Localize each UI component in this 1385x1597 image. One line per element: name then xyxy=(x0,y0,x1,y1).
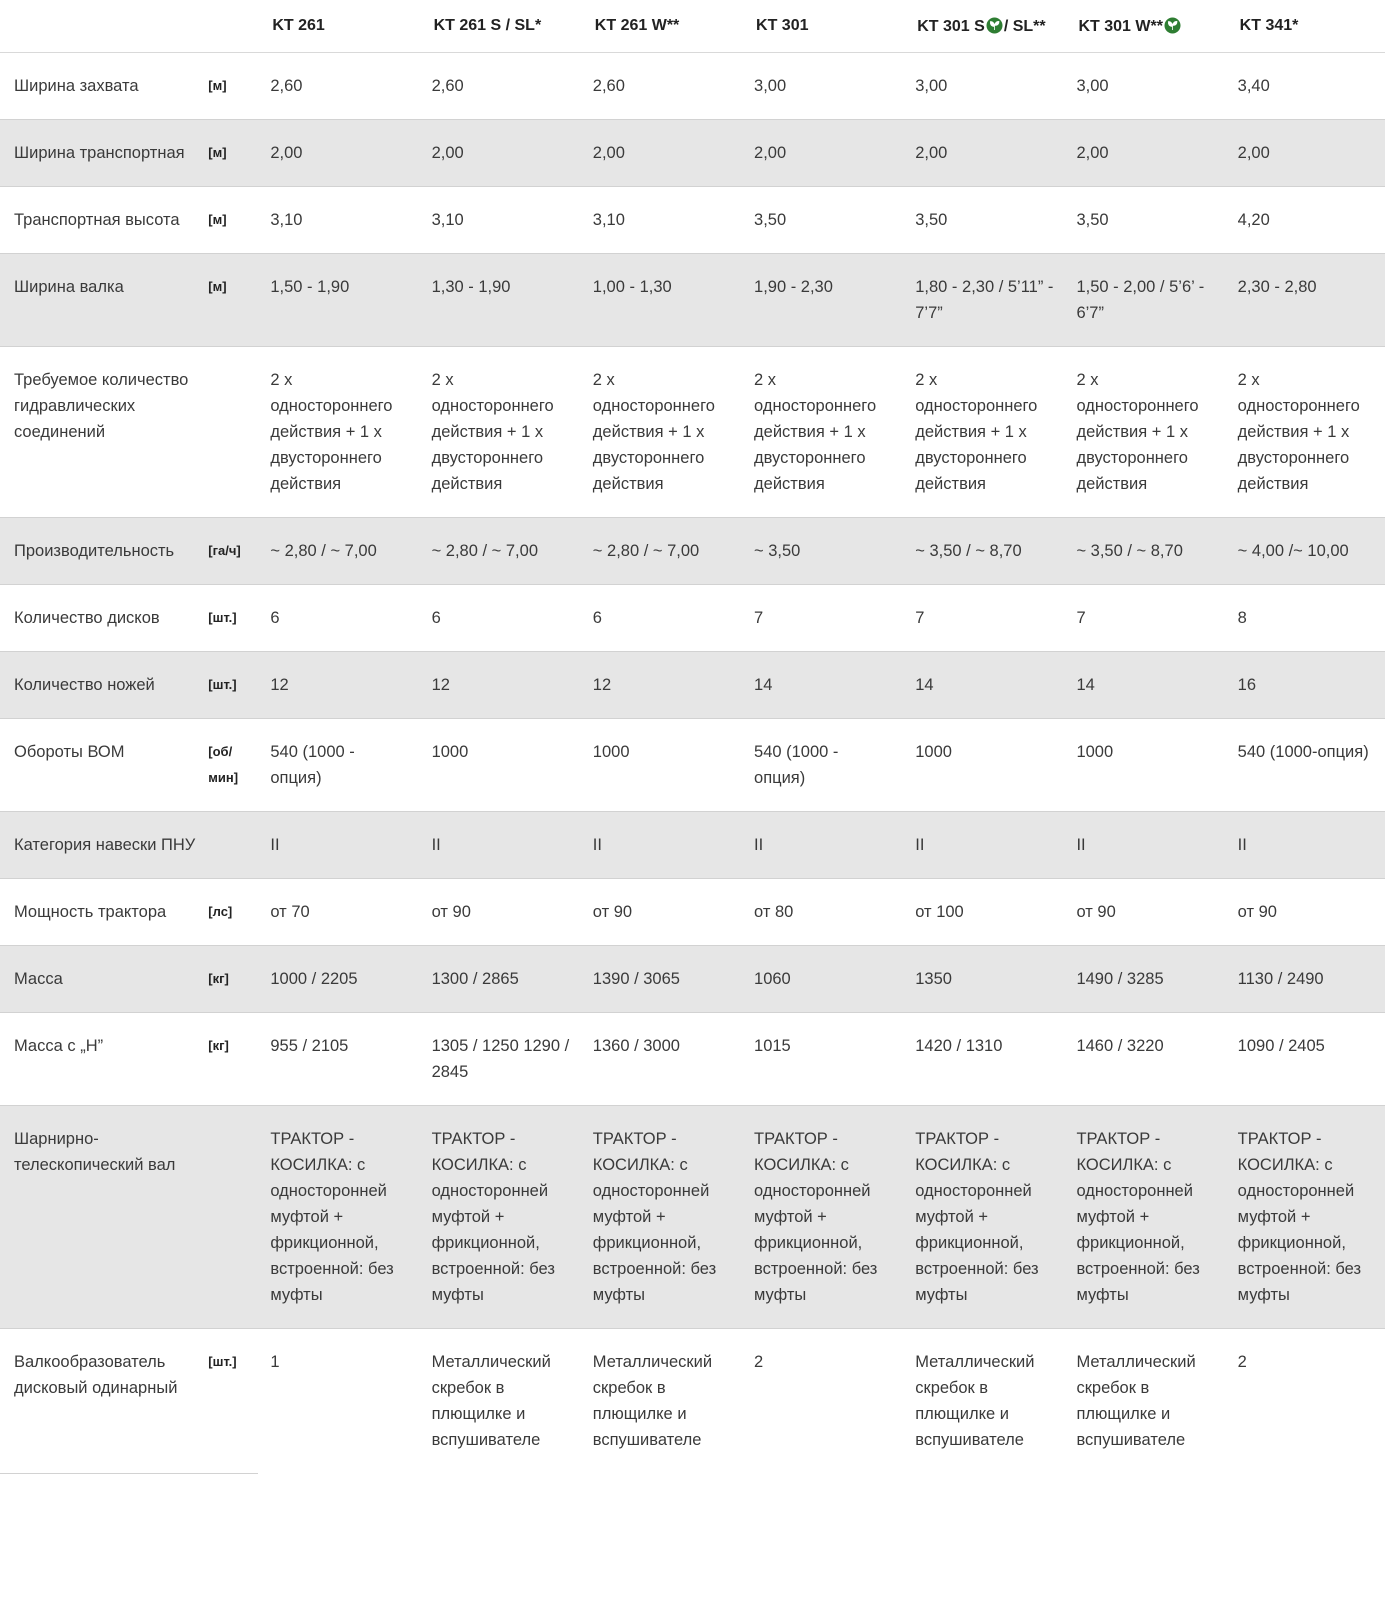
model-header-3 xyxy=(579,0,740,53)
spec-value: ТРАКТОР - КОСИЛКА: с односторонней муфтой + фрикционной, встроенной: без муфты xyxy=(901,1106,1062,1329)
spec-label: Шарнирно-телескопический вал xyxy=(0,1106,196,1329)
spec-value: II xyxy=(1224,812,1385,879)
spec-value: 2 x одностороннего действия + 1 x двустороннего действия xyxy=(740,347,901,518)
spec-label: Валкообразователь дисковый одинарный xyxy=(14,1353,178,1397)
spec-label: Требуемое количество гидравлических соединений xyxy=(0,347,196,518)
model-name-suffix: / SL** xyxy=(1003,17,1046,35)
spec-value: 3,40 xyxy=(1224,53,1385,120)
spec-row xyxy=(0,1013,1385,1106)
spec-value: 2 x одностороннего действия + 1 x двустороннего действия xyxy=(1224,347,1385,518)
spec-value: ~ 4,00 /~ 10,00 xyxy=(1224,518,1385,585)
spec-label: Производительность xyxy=(0,518,196,585)
spec-value: 2,60 xyxy=(418,53,579,120)
spec-value: II xyxy=(579,812,740,879)
spec-row xyxy=(0,585,1385,652)
spec-unit: [га/ч] xyxy=(196,518,256,585)
spec-value: 1000 xyxy=(579,719,740,812)
spec-value: 2 x одностороннего действия + 1 x двустороннего действия xyxy=(256,347,417,518)
spec-row xyxy=(0,879,1385,946)
spec-value: 1390 / 3065 xyxy=(579,946,740,1013)
spec-value: 1,50 - 1,90 xyxy=(256,254,417,347)
spec-value: 2 xyxy=(1237,1353,1247,1371)
spec-unit: [лс] xyxy=(196,879,256,946)
spec-label: Количество дисков xyxy=(0,585,196,652)
spec-value: от 100 xyxy=(901,879,1062,946)
spec-unit xyxy=(196,1106,256,1329)
spec-value: ТРАКТОР - КОСИЛКА: с односторонней муфтой + фрикционной, встроенной: без муфты xyxy=(256,1106,417,1329)
spec-row xyxy=(0,1329,1385,1474)
header-row xyxy=(0,0,1385,53)
spec-value: 3,10 xyxy=(256,187,417,254)
spec-value: 1090 / 2405 xyxy=(1224,1013,1385,1106)
model-header-1 xyxy=(256,0,417,53)
spec-value: 1420 / 1310 xyxy=(901,1013,1062,1106)
spec-value: 2,00 xyxy=(418,120,579,187)
spec-label: Ширина транспортная xyxy=(0,120,196,187)
spec-value: 3,00 xyxy=(740,53,901,120)
spec-value: II xyxy=(418,812,579,879)
spec-value: 1130 / 2490 xyxy=(1224,946,1385,1013)
spec-value: ТРАКТОР - КОСИЛКА: с односторонней муфтой + фрикционной, встроенной: без муфты xyxy=(418,1106,579,1329)
spec-label: Обороты ВОМ xyxy=(0,719,196,812)
spec-value: 1,30 - 1,90 xyxy=(418,254,579,347)
spec-value: 6 xyxy=(579,585,740,652)
spec-value: 7 xyxy=(740,585,901,652)
spec-value: 3,00 xyxy=(901,53,1062,120)
spec-value: 3,50 xyxy=(1062,187,1223,254)
spec-value: 1000 xyxy=(901,719,1062,812)
spec-value: 1,50 - 2,00 / 5’6’ - 6’7” xyxy=(1062,254,1223,347)
spec-value: 1000 xyxy=(418,719,579,812)
spec-value: от 90 xyxy=(1224,879,1385,946)
spec-row xyxy=(0,347,1385,518)
spec-value: 1460 / 3220 xyxy=(1062,1013,1223,1106)
spec-label: Ширина валка xyxy=(0,254,196,347)
spec-unit: [кг] xyxy=(196,946,256,1013)
spec-value: 4,20 xyxy=(1224,187,1385,254)
spec-value: 3,00 xyxy=(1062,53,1223,120)
spec-unit: [м] xyxy=(196,254,256,347)
spec-value: 12 xyxy=(579,652,740,719)
model-name: KT 301 S xyxy=(917,17,985,35)
spec-value: от 90 xyxy=(418,879,579,946)
spec-label: Масса xyxy=(0,946,196,1013)
spec-value: 2,00 xyxy=(1224,120,1385,187)
spec-value: 1015 xyxy=(740,1013,901,1106)
spec-row xyxy=(0,120,1385,187)
spec-value: 2 x одностороннего действия + 1 x двустороннего действия xyxy=(1062,347,1223,518)
spec-value: 14 xyxy=(740,652,901,719)
spec-value: 1300 / 2865 xyxy=(418,946,579,1013)
spec-value: ТРАКТОР - КОСИЛКА: с односторонней муфтой + фрикционной, встроенной: без муфты xyxy=(740,1106,901,1329)
spec-value: ~ 2,80 / ~ 7,00 xyxy=(256,518,417,585)
spec-value: 1305 / 1250 1290 / 2845 xyxy=(418,1013,579,1106)
spec-value: 12 xyxy=(256,652,417,719)
spec-value: 6 xyxy=(418,585,579,652)
spec-unit: [м] xyxy=(196,53,256,120)
spec-value: ТРАКТОР - КОСИЛКА: с односторонней муфтой + фрикционной, встроенной: без муфты xyxy=(1062,1106,1223,1329)
model-header-5 xyxy=(901,0,1062,53)
spec-value: ~ 2,80 / ~ 7,00 xyxy=(579,518,740,585)
spec-value: 540 (1000 - опция) xyxy=(256,719,417,812)
spec-value: Металлический скребок в плющилке и вспушивателе xyxy=(592,1353,713,1449)
spec-value: ~ 2,80 / ~ 7,00 xyxy=(418,518,579,585)
spec-value: 14 xyxy=(1062,652,1223,719)
spec-unit: [кг] xyxy=(196,1013,256,1106)
spec-row xyxy=(0,946,1385,1013)
spec-unit: [шт.] xyxy=(196,652,256,719)
spec-label: Ширина захвата xyxy=(0,53,196,120)
spec-value: 1060 xyxy=(740,946,901,1013)
model-header-7 xyxy=(1224,0,1385,53)
spec-value: 1350 xyxy=(901,946,1062,1013)
spec-value: 2 x одностороннего действия + 1 x двустороннего действия xyxy=(579,347,740,518)
model-name: KT 301 W** xyxy=(1078,17,1163,35)
spec-value: 12 xyxy=(418,652,579,719)
spec-label: Масса с „H” xyxy=(0,1013,196,1106)
spec-value: 2,60 xyxy=(579,53,740,120)
spec-value: ТРАКТОР - КОСИЛКА: с односторонней муфтой + фрикционной, встроенной: без муфты xyxy=(1224,1106,1385,1329)
spec-value: 1000 / 2205 xyxy=(256,946,417,1013)
spec-value: 2,00 xyxy=(1062,120,1223,187)
model-name: KT 261 W** xyxy=(594,17,680,34)
model-header-2 xyxy=(418,0,579,53)
model-name: KT 301 xyxy=(756,17,809,34)
spec-row xyxy=(0,652,1385,719)
eco-leaf-icon xyxy=(986,17,1003,34)
spec-value: 1,80 - 2,30 / 5’11” - 7’7” xyxy=(901,254,1062,347)
spec-value: II xyxy=(256,812,417,879)
model-name: KT 341* xyxy=(1239,17,1299,34)
spec-value: 14 xyxy=(901,652,1062,719)
spec-value: от 90 xyxy=(1062,879,1223,946)
spec-value: 6 xyxy=(256,585,417,652)
spec-value: 3,50 xyxy=(740,187,901,254)
spec-value: 1490 / 3285 xyxy=(1062,946,1223,1013)
spec-value: 7 xyxy=(901,585,1062,652)
spec-value: 1,90 - 2,30 xyxy=(740,254,901,347)
spec-row xyxy=(0,518,1385,585)
spec-value: 2,00 xyxy=(256,120,417,187)
spec-row xyxy=(0,254,1385,347)
spec-value: 540 (1000 - опция) xyxy=(740,719,901,812)
spec-value: II xyxy=(901,812,1062,879)
eco-leaf-icon xyxy=(1164,17,1181,34)
spec-value: от 70 xyxy=(256,879,417,946)
spec-value: ТРАКТОР - КОСИЛКА: с односторонней муфтой + фрикционной, встроенной: без муфты xyxy=(579,1106,740,1329)
header-corner-cell xyxy=(0,0,196,53)
spec-unit: [шт.] xyxy=(208,1354,237,1369)
spec-value: 1000 xyxy=(1062,719,1223,812)
spec-value: 955 / 2105 xyxy=(256,1013,417,1106)
spec-value: Металлический скребок в плющилке и вспушивателе xyxy=(915,1353,1035,1449)
spec-value: 2 x одностороннего действия + 1 x двустороннего действия xyxy=(418,347,579,518)
spec-value: ~ 3,50 xyxy=(740,518,901,585)
spec-value: 8 xyxy=(1224,585,1385,652)
spec-unit: [м] xyxy=(196,120,256,187)
spec-unit: [об/мин] xyxy=(196,719,256,812)
spec-value: 3,10 xyxy=(579,187,740,254)
spec-value: ~ 3,50 / ~ 8,70 xyxy=(1062,518,1223,585)
spec-row xyxy=(0,1106,1385,1329)
spec-label: Количество ножей xyxy=(0,652,196,719)
spec-value: 3,10 xyxy=(418,187,579,254)
model-header-4 xyxy=(740,0,901,53)
spec-unit xyxy=(196,347,256,518)
spec-row xyxy=(0,719,1385,812)
spec-value: 3,50 xyxy=(901,187,1062,254)
spec-body xyxy=(0,53,1385,1474)
spec-value: II xyxy=(740,812,901,879)
spec-label: Транспортная высота xyxy=(0,187,196,254)
model-name: KT 261 xyxy=(272,17,325,34)
spec-value: Металлический скребок в плющилке и вспушивателе xyxy=(1076,1353,1196,1449)
spec-unit xyxy=(196,812,256,879)
spec-value: 2,00 xyxy=(579,120,740,187)
spec-unit: [м] xyxy=(196,187,256,254)
spec-value: 1,00 - 1,30 xyxy=(579,254,740,347)
spec-value: от 90 xyxy=(579,879,740,946)
spec-row xyxy=(0,812,1385,879)
spec-value: 16 xyxy=(1224,652,1385,719)
spec-value: 2 x одностороннего действия + 1 x двустороннего действия xyxy=(901,347,1062,518)
model-header-6 xyxy=(1062,0,1223,53)
spec-label: Мощность трактора xyxy=(0,879,196,946)
spec-unit: [шт.] xyxy=(196,585,256,652)
spec-value: 1360 / 3000 xyxy=(579,1013,740,1106)
spec-label: Категория навески ПНУ xyxy=(0,812,196,879)
spec-value: Металлический скребок в плющилке и вспушивателе xyxy=(431,1353,551,1449)
spec-value: ~ 3,50 / ~ 8,70 xyxy=(901,518,1062,585)
spec-value: II xyxy=(1062,812,1223,879)
spec-value: 7 xyxy=(1062,585,1223,652)
spec-value: 540 (1000-опция) xyxy=(1224,719,1385,812)
table-bottom-rule xyxy=(0,1473,258,1474)
spec-row xyxy=(0,187,1385,254)
model-name: KT 261 S / SL* xyxy=(433,17,542,34)
header-unit-cell xyxy=(196,0,256,53)
spec-value: 1 xyxy=(270,1353,280,1371)
spec-value: 2,00 xyxy=(901,120,1062,187)
spec-value: 2,00 xyxy=(740,120,901,187)
spec-value: 2 xyxy=(754,1353,764,1371)
spec-value: 2,60 xyxy=(256,53,417,120)
spec-value: от 80 xyxy=(740,879,901,946)
spec-row xyxy=(0,53,1385,120)
spec-value: 2,30 - 2,80 xyxy=(1224,254,1385,347)
